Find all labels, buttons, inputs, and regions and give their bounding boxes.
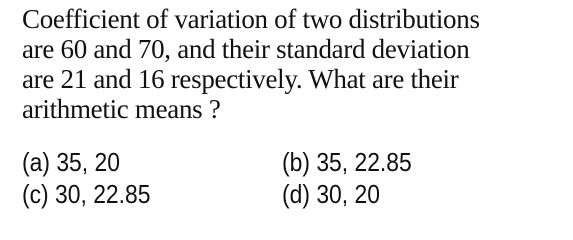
question-line-1: Coefficient of variation of two distributions	[22, 4, 480, 34]
option-a: (a) 35, 20	[22, 147, 120, 177]
question-line-2: are 60 and 70, and their standard deviation	[22, 34, 470, 64]
question-text	[22, 4, 562, 124]
question-line-3: are 21 and 16 respectively. What are their	[22, 64, 459, 94]
question-line-4: arithmetic means ?	[22, 94, 221, 124]
option-c: (c) 30, 22.85	[22, 179, 151, 209]
answer-options	[22, 146, 562, 210]
option-row-1	[22, 146, 562, 178]
option-row-2	[22, 178, 562, 210]
option-b: (b) 35, 22.85	[282, 147, 412, 177]
option-d: (d) 30, 20	[282, 179, 380, 209]
